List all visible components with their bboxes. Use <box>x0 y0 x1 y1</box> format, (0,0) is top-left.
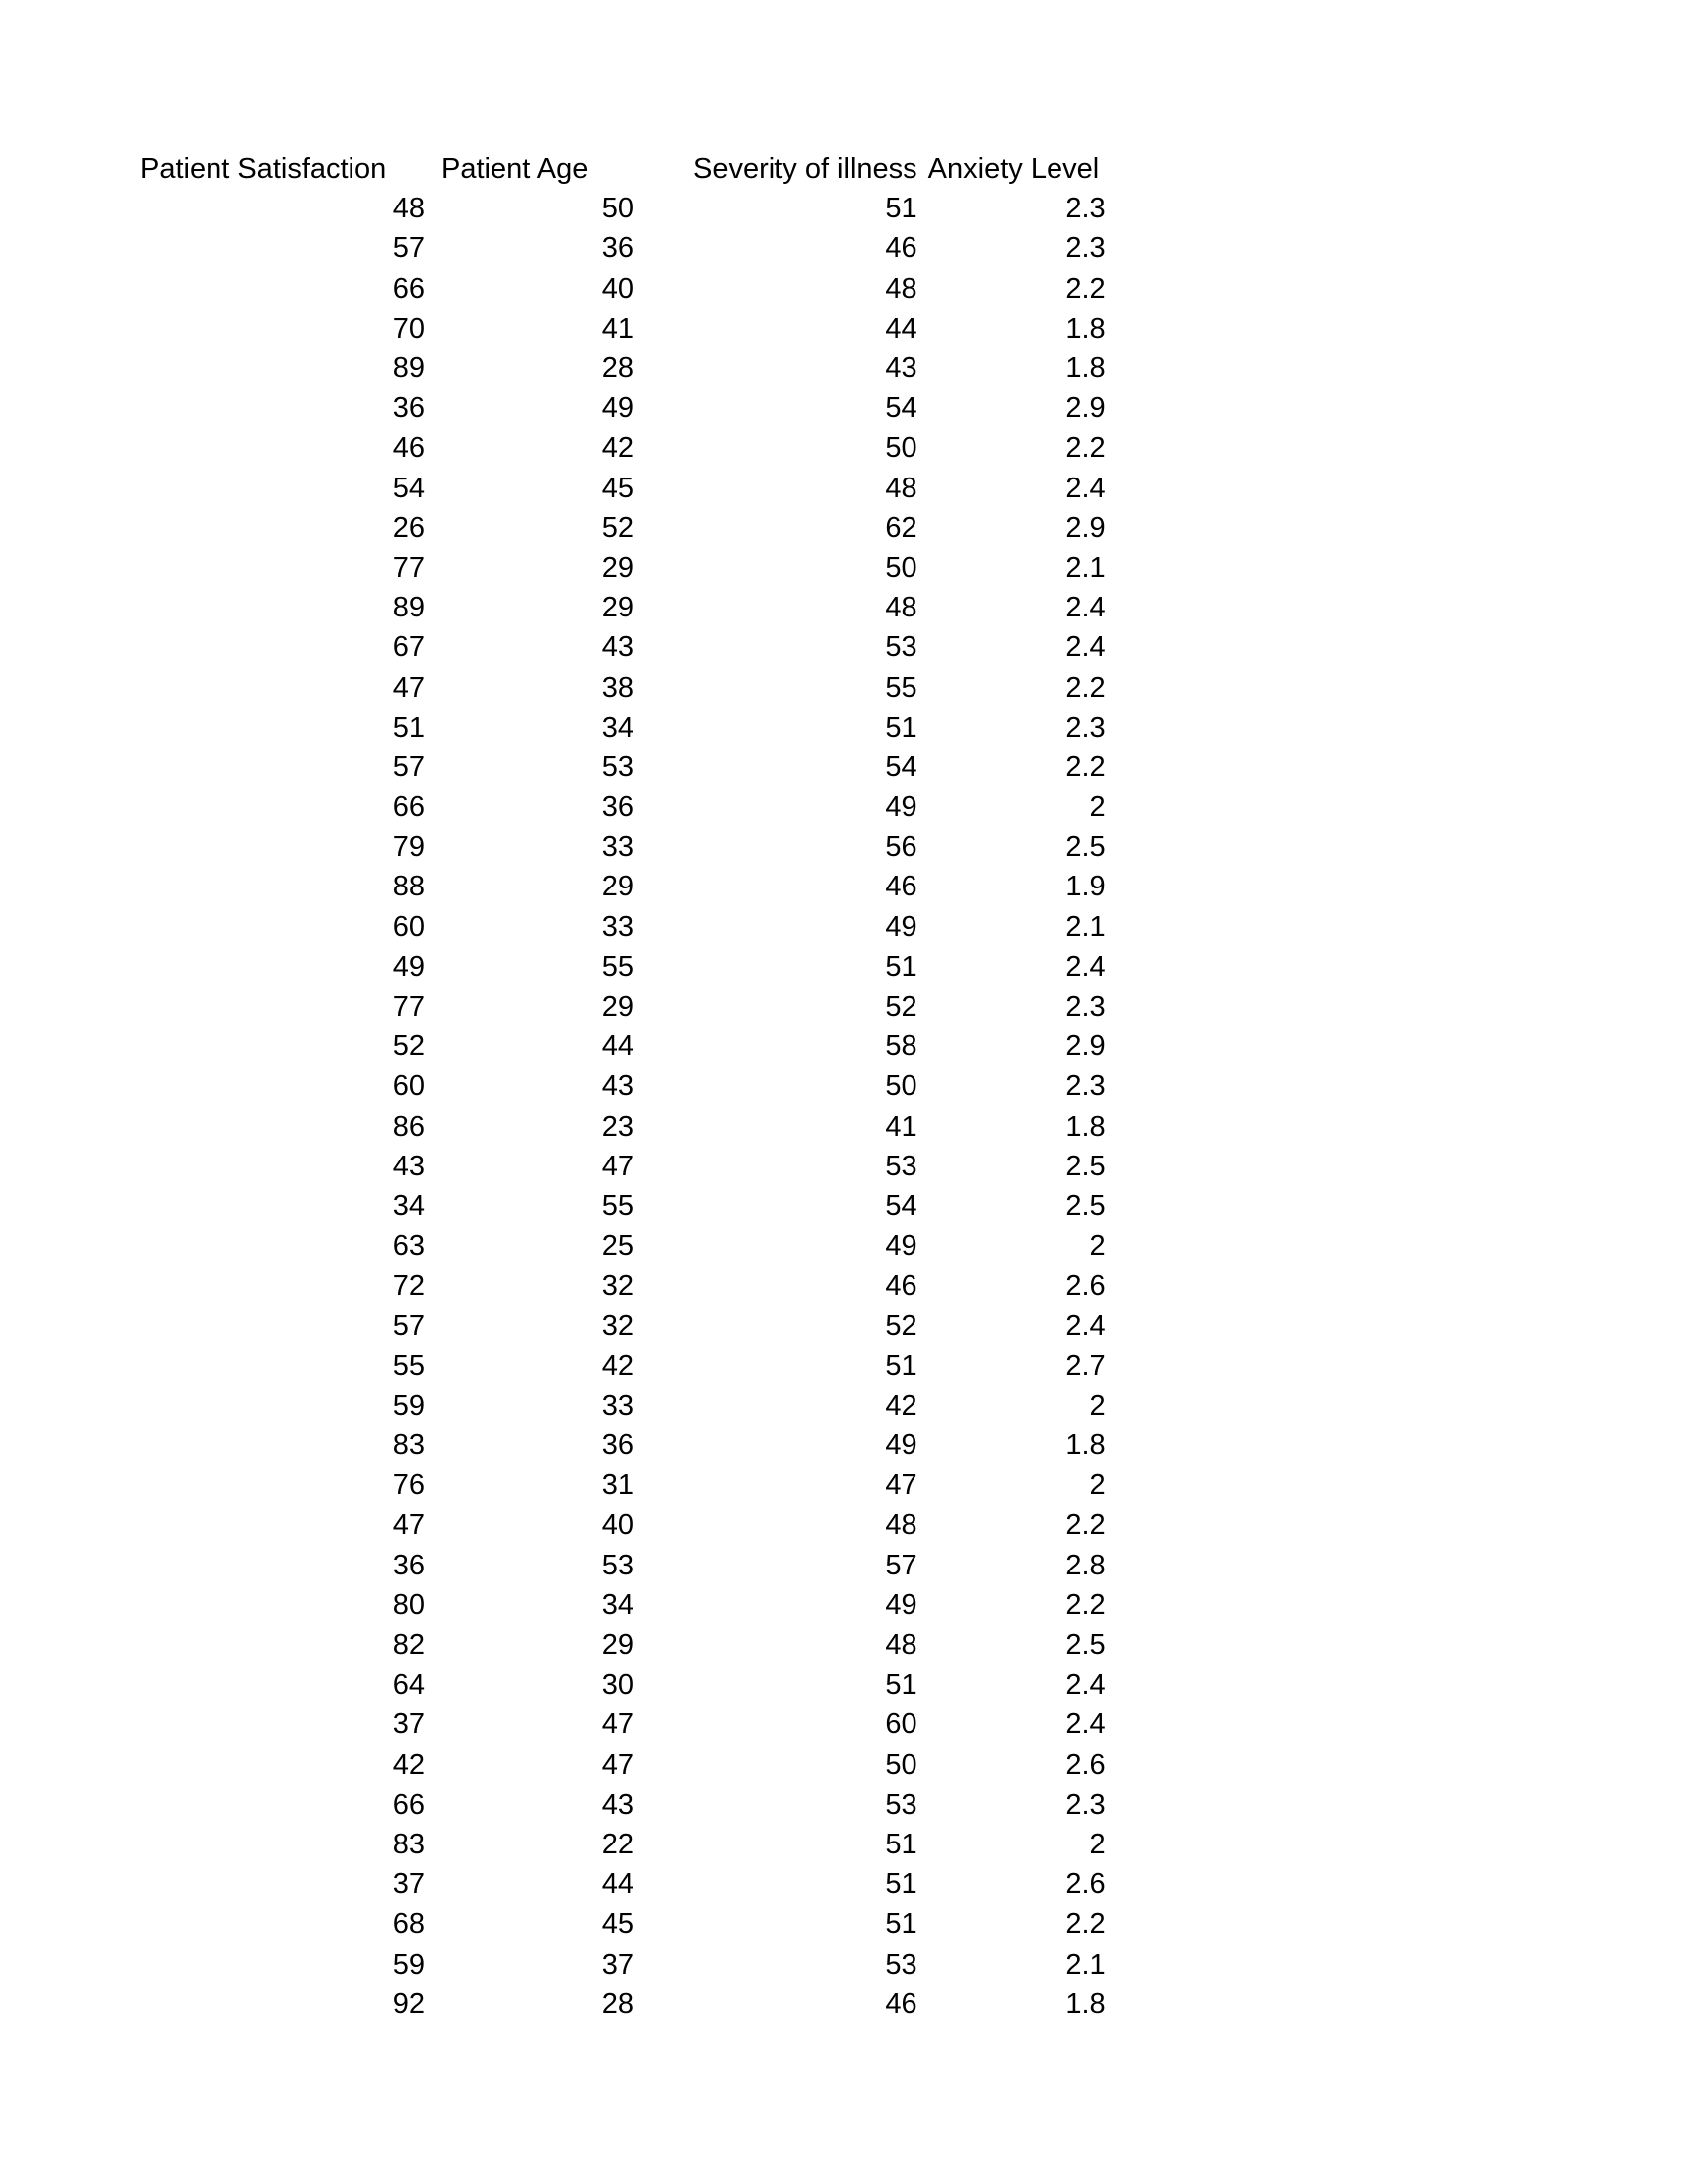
table-row <box>140 987 1106 1026</box>
cell-anxiety-level: 2.5 <box>1065 1150 1106 1182</box>
table-row <box>140 1984 1106 2024</box>
cell-anxiety-level: 2.3 <box>1065 1788 1106 1821</box>
cell-patient-satisfaction: 89 <box>392 352 425 385</box>
cell-patient-satisfaction: 42 <box>392 1748 425 1781</box>
cell-anxiety-level: 1.8 <box>1065 1987 1106 2020</box>
cell-anxiety-level: 1.8 <box>1065 352 1106 385</box>
cell-severity-of-illness: 49 <box>885 1230 917 1263</box>
table-row <box>140 1705 1106 1744</box>
cell-anxiety-level: 2.2 <box>1065 1588 1106 1621</box>
cell-anxiety-level: 2.1 <box>1065 910 1106 943</box>
table-row <box>140 1186 1106 1226</box>
cell-anxiety-level: 2.9 <box>1065 511 1106 544</box>
cell-patient-satisfaction: 55 <box>392 1349 425 1382</box>
cell-severity-of-illness: 46 <box>885 232 917 265</box>
cell-severity-of-illness: 51 <box>885 1828 917 1860</box>
cell-anxiety-level: 2.4 <box>1065 1309 1106 1342</box>
cell-anxiety-level: 1.8 <box>1065 312 1106 344</box>
cell-patient-age: 43 <box>601 631 633 664</box>
cell-patient-satisfaction: 26 <box>392 511 425 544</box>
cell-severity-of-illness: 41 <box>885 1110 917 1143</box>
table-row <box>140 748 1106 787</box>
cell-anxiety-level: 2.6 <box>1065 1748 1106 1781</box>
cell-anxiety-level: 2 <box>1089 1389 1106 1422</box>
cell-severity-of-illness: 49 <box>885 1588 917 1621</box>
cell-severity-of-illness: 51 <box>885 950 917 983</box>
table-row <box>140 827 1106 867</box>
cell-patient-satisfaction: 60 <box>392 910 425 943</box>
header-row <box>140 149 1106 189</box>
cell-patient-age: 53 <box>601 751 633 783</box>
cell-patient-age: 22 <box>601 1828 633 1860</box>
cell-anxiety-level: 2.4 <box>1065 1669 1106 1702</box>
cell-severity-of-illness: 46 <box>885 1270 917 1302</box>
cell-patient-satisfaction: 36 <box>392 392 425 425</box>
table-row <box>140 228 1106 268</box>
cell-severity-of-illness: 53 <box>885 1948 917 1980</box>
table-row <box>140 348 1106 388</box>
cell-patient-age: 33 <box>601 1389 633 1422</box>
cell-patient-satisfaction: 70 <box>392 312 425 344</box>
table-row <box>140 1147 1106 1186</box>
cell-patient-age: 23 <box>601 1110 633 1143</box>
table-row <box>140 907 1106 947</box>
cell-anxiety-level: 2.4 <box>1065 592 1106 624</box>
cell-patient-age: 28 <box>601 352 633 385</box>
cell-patient-age: 44 <box>601 1868 633 1901</box>
table-row <box>140 1226 1106 1266</box>
table-row <box>140 428 1106 468</box>
table-row <box>140 1107 1106 1147</box>
table-row <box>140 1026 1106 1066</box>
table-row <box>140 947 1106 987</box>
table-row <box>140 1505 1106 1545</box>
cell-anxiety-level: 2.1 <box>1065 551 1106 584</box>
cell-severity-of-illness: 48 <box>885 272 917 305</box>
cell-patient-age: 29 <box>601 592 633 624</box>
cell-anxiety-level: 2.6 <box>1065 1270 1106 1302</box>
table-row <box>140 1904 1106 1944</box>
cell-severity-of-illness: 54 <box>885 1189 917 1222</box>
cell-patient-satisfaction: 79 <box>392 831 425 864</box>
cell-patient-satisfaction: 72 <box>392 1270 425 1302</box>
cell-anxiety-level: 2.5 <box>1065 831 1106 864</box>
cell-patient-age: 44 <box>601 1030 633 1063</box>
table-row <box>140 469 1106 508</box>
cell-anxiety-level: 2.4 <box>1065 1708 1106 1741</box>
cell-patient-age: 53 <box>601 1549 633 1581</box>
table-row <box>140 1785 1106 1825</box>
cell-patient-satisfaction: 48 <box>392 193 425 225</box>
table-row <box>140 1465 1106 1505</box>
table-row <box>140 708 1106 748</box>
cell-anxiety-level: 2.5 <box>1065 1629 1106 1662</box>
cell-severity-of-illness: 49 <box>885 791 917 824</box>
cell-anxiety-level: 2.3 <box>1065 711 1106 744</box>
cell-anxiety-level: 2.9 <box>1065 1030 1106 1063</box>
table-row <box>140 867 1106 906</box>
cell-patient-satisfaction: 57 <box>392 232 425 265</box>
cell-severity-of-illness: 51 <box>885 1669 917 1702</box>
cell-anxiety-level: 2.1 <box>1065 1948 1106 1980</box>
column-header-anxiety-level: Anxiety Level <box>927 153 1100 186</box>
column-header-patient-satisfaction: Patient Satisfaction <box>140 153 387 186</box>
cell-anxiety-level: 2.4 <box>1065 472 1106 504</box>
cell-patient-satisfaction: 66 <box>392 791 425 824</box>
table-row <box>140 1864 1106 1904</box>
cell-patient-satisfaction: 77 <box>392 551 425 584</box>
table-row <box>140 1745 1106 1785</box>
cell-patient-age: 29 <box>601 551 633 584</box>
cell-severity-of-illness: 44 <box>885 312 917 344</box>
table-row <box>140 1625 1106 1665</box>
cell-patient-age: 47 <box>601 1150 633 1182</box>
cell-patient-satisfaction: 88 <box>392 871 425 903</box>
cell-severity-of-illness: 49 <box>885 910 917 943</box>
cell-severity-of-illness: 51 <box>885 1908 917 1941</box>
data-table <box>140 149 1106 2024</box>
cell-patient-age: 55 <box>601 1189 633 1222</box>
cell-patient-satisfaction: 82 <box>392 1629 425 1662</box>
cell-patient-age: 40 <box>601 1509 633 1542</box>
cell-patient-age: 36 <box>601 232 633 265</box>
cell-anxiety-level: 1.8 <box>1065 1430 1106 1462</box>
cell-patient-age: 42 <box>601 1349 633 1382</box>
cell-patient-age: 33 <box>601 910 633 943</box>
cell-severity-of-illness: 43 <box>885 352 917 385</box>
cell-patient-satisfaction: 36 <box>392 1549 425 1581</box>
cell-anxiety-level: 2 <box>1089 1828 1106 1860</box>
cell-anxiety-level: 2.9 <box>1065 392 1106 425</box>
cell-patient-age: 37 <box>601 1948 633 1980</box>
cell-patient-age: 50 <box>601 193 633 225</box>
cell-severity-of-illness: 50 <box>885 1070 917 1103</box>
cell-severity-of-illness: 52 <box>885 1309 917 1342</box>
cell-patient-age: 29 <box>601 1629 633 1662</box>
table-row <box>140 548 1106 588</box>
cell-anxiety-level: 2.2 <box>1065 1908 1106 1941</box>
cell-patient-age: 30 <box>601 1669 633 1702</box>
cell-patient-satisfaction: 77 <box>392 991 425 1024</box>
cell-severity-of-illness: 53 <box>885 1150 917 1182</box>
table-row <box>140 1266 1106 1305</box>
cell-patient-satisfaction: 80 <box>392 1588 425 1621</box>
table-row <box>140 388 1106 428</box>
cell-patient-age: 49 <box>601 392 633 425</box>
cell-patient-satisfaction: 47 <box>392 671 425 704</box>
table-row <box>140 1546 1106 1585</box>
table-row <box>140 1066 1106 1106</box>
cell-patient-age: 40 <box>601 272 633 305</box>
cell-severity-of-illness: 46 <box>885 871 917 903</box>
cell-patient-satisfaction: 86 <box>392 1110 425 1143</box>
cell-patient-satisfaction: 59 <box>392 1948 425 1980</box>
cell-patient-age: 47 <box>601 1708 633 1741</box>
cell-patient-satisfaction: 89 <box>392 592 425 624</box>
table-row <box>140 1944 1106 1983</box>
cell-severity-of-illness: 47 <box>885 1469 917 1502</box>
cell-patient-satisfaction: 54 <box>392 472 425 504</box>
cell-patient-age: 45 <box>601 472 633 504</box>
cell-severity-of-illness: 58 <box>885 1030 917 1063</box>
cell-patient-satisfaction: 76 <box>392 1469 425 1502</box>
cell-patient-satisfaction: 37 <box>392 1708 425 1741</box>
cell-patient-age: 32 <box>601 1270 633 1302</box>
cell-patient-age: 43 <box>601 1788 633 1821</box>
cell-patient-satisfaction: 51 <box>392 711 425 744</box>
column-header-severity-of-illness: Severity of illness <box>693 153 917 186</box>
cell-anxiety-level: 2.8 <box>1065 1549 1106 1581</box>
cell-severity-of-illness: 51 <box>885 711 917 744</box>
cell-severity-of-illness: 49 <box>885 1430 917 1462</box>
cell-patient-age: 38 <box>601 671 633 704</box>
cell-anxiety-level: 2 <box>1089 791 1106 824</box>
cell-patient-age: 31 <box>601 1469 633 1502</box>
column-header-patient-age: Patient Age <box>441 153 589 186</box>
table-row <box>140 508 1106 548</box>
cell-patient-satisfaction: 83 <box>392 1828 425 1860</box>
table-row <box>140 1386 1106 1426</box>
cell-patient-satisfaction: 92 <box>392 1987 425 2020</box>
cell-severity-of-illness: 46 <box>885 1987 917 2020</box>
cell-severity-of-illness: 55 <box>885 671 917 704</box>
cell-severity-of-illness: 54 <box>885 392 917 425</box>
table-row <box>140 1585 1106 1625</box>
cell-anxiety-level: 2.3 <box>1065 232 1106 265</box>
cell-patient-satisfaction: 59 <box>392 1389 425 1422</box>
cell-patient-age: 34 <box>601 711 633 744</box>
cell-severity-of-illness: 56 <box>885 831 917 864</box>
cell-severity-of-illness: 54 <box>885 751 917 783</box>
cell-patient-satisfaction: 57 <box>392 1309 425 1342</box>
cell-patient-satisfaction: 46 <box>392 432 425 465</box>
cell-patient-age: 29 <box>601 871 633 903</box>
cell-severity-of-illness: 53 <box>885 1788 917 1821</box>
cell-patient-age: 28 <box>601 1987 633 2020</box>
cell-anxiety-level: 2.7 <box>1065 1349 1106 1382</box>
table-row <box>140 1665 1106 1705</box>
cell-severity-of-illness: 53 <box>885 631 917 664</box>
table-row <box>140 1346 1106 1386</box>
cell-patient-satisfaction: 37 <box>392 1868 425 1901</box>
cell-severity-of-illness: 48 <box>885 1629 917 1662</box>
cell-patient-satisfaction: 83 <box>392 1430 425 1462</box>
cell-severity-of-illness: 50 <box>885 551 917 584</box>
cell-severity-of-illness: 51 <box>885 1868 917 1901</box>
cell-patient-age: 45 <box>601 1908 633 1941</box>
cell-severity-of-illness: 48 <box>885 592 917 624</box>
cell-anxiety-level: 2.4 <box>1065 950 1106 983</box>
cell-severity-of-illness: 51 <box>885 1349 917 1382</box>
cell-patient-age: 36 <box>601 791 633 824</box>
cell-anxiety-level: 2.2 <box>1065 751 1106 783</box>
cell-patient-age: 52 <box>601 511 633 544</box>
cell-anxiety-level: 2.3 <box>1065 991 1106 1024</box>
table-row <box>140 1825 1106 1864</box>
table-row <box>140 309 1106 348</box>
cell-patient-satisfaction: 63 <box>392 1230 425 1263</box>
cell-anxiety-level: 2.2 <box>1065 671 1106 704</box>
table-row <box>140 189 1106 228</box>
cell-patient-satisfaction: 67 <box>392 631 425 664</box>
cell-patient-age: 32 <box>601 1309 633 1342</box>
cell-anxiety-level: 2.2 <box>1065 432 1106 465</box>
table-row <box>140 787 1106 827</box>
cell-severity-of-illness: 51 <box>885 193 917 225</box>
cell-patient-age: 34 <box>601 1588 633 1621</box>
cell-anxiety-level: 2.6 <box>1065 1868 1106 1901</box>
cell-patient-age: 25 <box>601 1230 633 1263</box>
table-row <box>140 588 1106 627</box>
cell-patient-age: 42 <box>601 432 633 465</box>
cell-severity-of-illness: 57 <box>885 1549 917 1581</box>
cell-anxiety-level: 2 <box>1089 1230 1106 1263</box>
cell-patient-satisfaction: 68 <box>392 1908 425 1941</box>
cell-anxiety-level: 2.2 <box>1065 1509 1106 1542</box>
cell-patient-satisfaction: 60 <box>392 1070 425 1103</box>
cell-severity-of-illness: 42 <box>885 1389 917 1422</box>
cell-severity-of-illness: 48 <box>885 472 917 504</box>
cell-severity-of-illness: 50 <box>885 1748 917 1781</box>
cell-anxiety-level: 2.3 <box>1065 1070 1106 1103</box>
cell-patient-age: 47 <box>601 1748 633 1781</box>
cell-severity-of-illness: 60 <box>885 1708 917 1741</box>
table-body <box>140 189 1106 2024</box>
table-row <box>140 1426 1106 1465</box>
cell-patient-age: 33 <box>601 831 633 864</box>
cell-patient-satisfaction: 52 <box>392 1030 425 1063</box>
cell-patient-satisfaction: 57 <box>392 751 425 783</box>
cell-patient-satisfaction: 34 <box>392 1189 425 1222</box>
table-row <box>140 269 1106 309</box>
cell-patient-age: 43 <box>601 1070 633 1103</box>
table-row <box>140 1305 1106 1345</box>
table-row <box>140 627 1106 667</box>
cell-severity-of-illness: 62 <box>885 511 917 544</box>
cell-patient-satisfaction: 49 <box>392 950 425 983</box>
cell-anxiety-level: 2 <box>1089 1469 1106 1502</box>
cell-severity-of-illness: 50 <box>885 432 917 465</box>
cell-patient-age: 55 <box>601 950 633 983</box>
cell-anxiety-level: 2.5 <box>1065 1189 1106 1222</box>
cell-anxiety-level: 2.2 <box>1065 272 1106 305</box>
cell-anxiety-level: 2.3 <box>1065 193 1106 225</box>
cell-patient-satisfaction: 47 <box>392 1509 425 1542</box>
cell-anxiety-level: 1.9 <box>1065 871 1106 903</box>
cell-patient-age: 36 <box>601 1430 633 1462</box>
cell-patient-satisfaction: 64 <box>392 1669 425 1702</box>
cell-patient-age: 41 <box>601 312 633 344</box>
cell-anxiety-level: 1.8 <box>1065 1110 1106 1143</box>
cell-patient-age: 29 <box>601 991 633 1024</box>
cell-severity-of-illness: 52 <box>885 991 917 1024</box>
table-row <box>140 667 1106 707</box>
cell-anxiety-level: 2.4 <box>1065 631 1106 664</box>
cell-patient-satisfaction: 43 <box>392 1150 425 1182</box>
cell-patient-satisfaction: 66 <box>392 1788 425 1821</box>
cell-severity-of-illness: 48 <box>885 1509 917 1542</box>
cell-patient-satisfaction: 66 <box>392 272 425 305</box>
